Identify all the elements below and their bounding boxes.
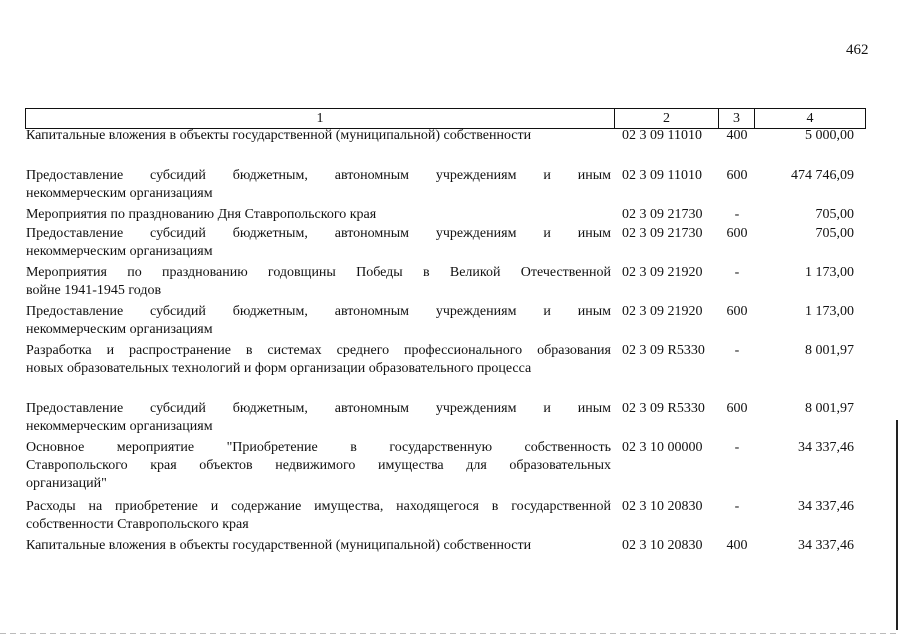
row-amount: 34 337,46 [798,499,854,514]
row-description-line: Основное мероприятие "Приобретение в государственную собственность [26,440,611,455]
row-amount: 1 173,00 [805,265,854,280]
row-description-line: Предоставление субсидий бюджетным, автономным учреждениям и иным [26,401,611,416]
row-amount: 8 001,97 [805,401,854,416]
row-amount: 705,00 [815,207,854,222]
row-description [26,167,611,203]
row-code: 02 3 09 21730 [622,207,703,222]
row-expense-type: - [734,207,740,222]
row-description [26,342,611,378]
row-expense-type: 600 [726,304,748,319]
row-code: 02 3 10 20830 [622,538,703,553]
header-col-2: 2 [615,109,719,128]
row-description-line: некоммерческим организациям [26,322,213,337]
header-col-4: 4 [755,109,866,128]
header-col-1: 1 [26,109,615,128]
row-description: Капитальные вложения в объекты государственной (муниципальной) собственности [26,128,532,143]
row-description [26,439,611,493]
row-description: Мероприятия по празднованию Дня Ставропольского края [26,207,377,222]
scan-bottom-mark [0,633,898,634]
row-expense-type: - [734,343,740,358]
header-col-3: 3 [719,109,755,128]
row-amount: 34 337,46 [798,440,854,455]
page-number: 462 [846,42,869,58]
row-description-line: Предоставление субсидий бюджетным, автономным учреждениям и иным [26,226,611,241]
row-expense-type: - [734,499,740,514]
row-description [26,225,611,261]
row-expense-type: 400 [726,128,748,143]
row-description-line: войне 1941-1945 годов [26,283,162,298]
row-amount: 34 337,46 [798,538,854,553]
row-code: 02 3 09 21920 [622,265,703,280]
table-header [25,108,866,129]
row-description [26,498,611,534]
row-description: Капитальные вложения в объекты государственной (муниципальной) собственности [26,538,532,553]
row-description [26,303,611,339]
row-expense-type: - [734,265,740,280]
row-description-line: Разработка и распространение в системах среднего профессионального образования [26,343,611,358]
row-code: 02 3 09 11010 [622,168,702,183]
row-expense-type: - [734,440,740,455]
row-description [26,264,611,300]
row-description-line: Мероприятия по празднованию годовщины Победы в Великой Отечественной [26,265,611,280]
row-code: 02 3 09 21730 [622,226,703,241]
row-code: 02 3 10 20830 [622,499,703,514]
row-description-line: организаций" [26,476,107,491]
row-description-line: Ставропольского края объектов недвижимого имущества для образовательных [26,458,611,473]
row-code: 02 3 09 21920 [622,304,703,319]
row-expense-type: 400 [726,538,748,553]
row-description-line: некоммерческим организациям [26,419,213,434]
row-description [26,400,611,436]
row-amount: 5 000,00 [805,128,854,143]
row-amount: 8 001,97 [805,343,854,358]
row-description-line: Предоставление субсидий бюджетным, автономным учреждениям и иным [26,168,611,183]
row-description-line: Расходы на приобретение и содержание имущества, находящегося в государственной [26,499,611,514]
row-code: 02 3 09 R5330 [622,401,705,416]
row-amount: 705,00 [815,226,854,241]
row-expense-type: 600 [726,168,748,183]
row-amount: 1 173,00 [805,304,854,319]
row-expense-type: 600 [726,226,748,241]
row-description-line: новых образовательных технологий и форм организации образовательного процесса [26,361,532,376]
row-amount: 474 746,09 [791,168,854,183]
row-expense-type: 600 [726,401,748,416]
row-description-line: некоммерческим организациям [26,244,213,259]
row-code: 02 3 09 11010 [622,128,702,143]
row-description-line: Предоставление субсидий бюджетным, автономным учреждениям и иным [26,304,611,319]
row-description-line: некоммерческим организациям [26,186,213,201]
row-description-line: собственности Ставропольского края [26,517,249,532]
row-code: 02 3 10 00000 [622,440,703,455]
row-code: 02 3 09 R5330 [622,343,705,358]
